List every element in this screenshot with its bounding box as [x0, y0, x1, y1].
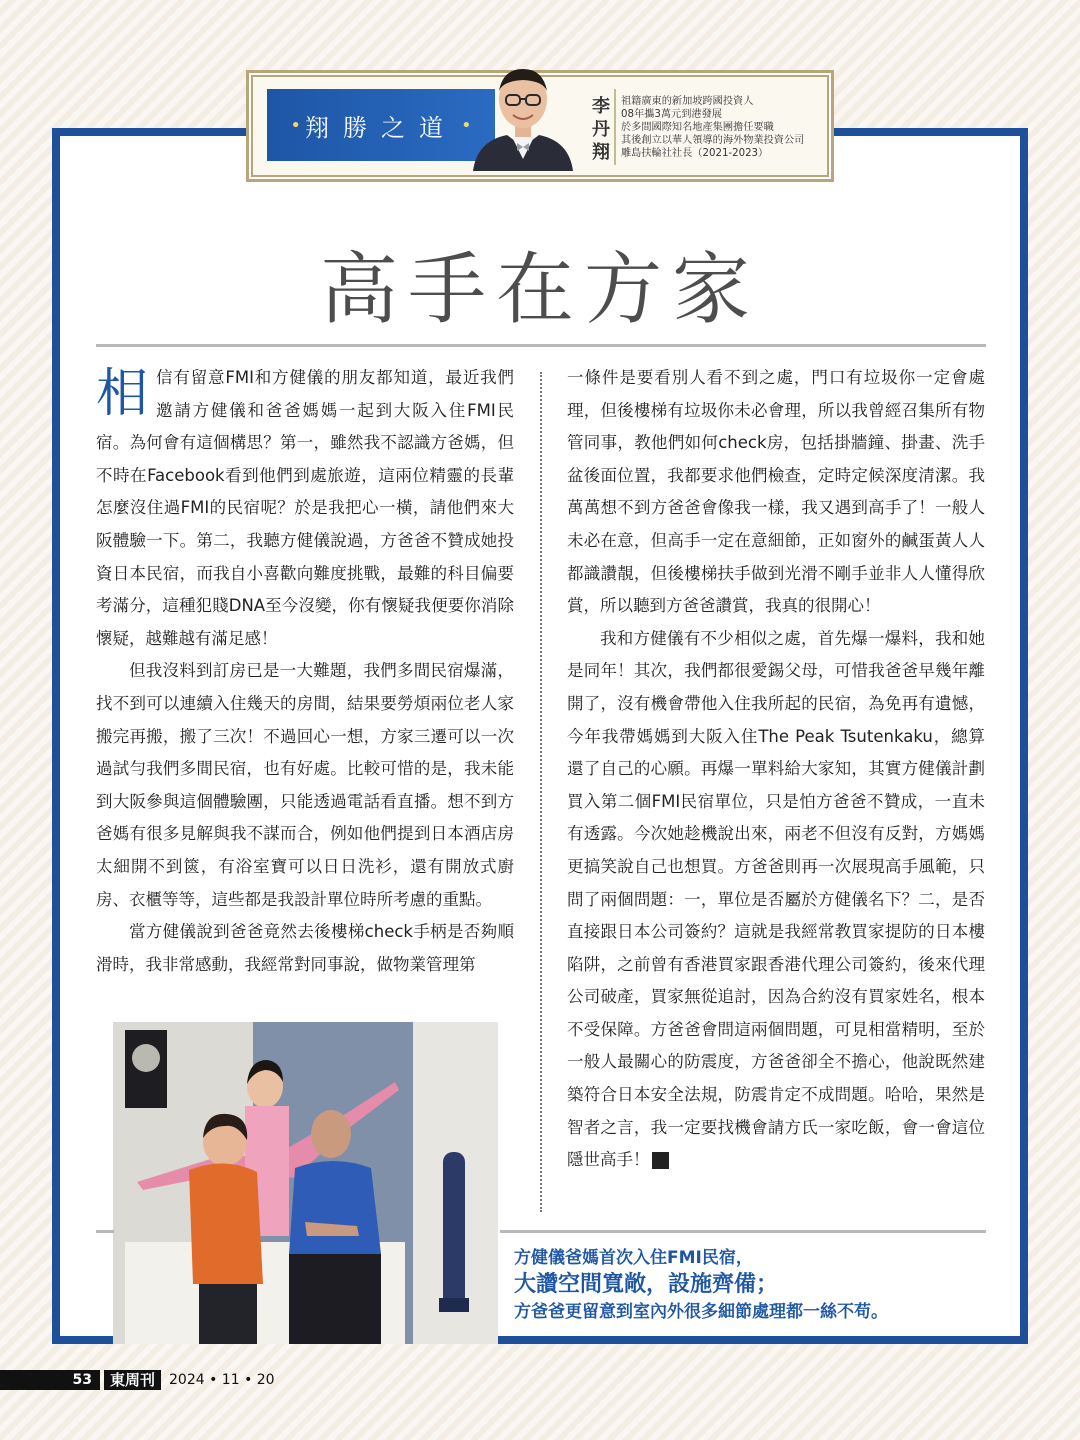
magazine-logo: 東周刊 [104, 1370, 161, 1390]
article-title: 高手在方家 [319, 245, 760, 335]
author-bio-line: 祖籍廣東的新加坡跨國投資人 [621, 96, 754, 107]
caption-divider [96, 1230, 114, 1233]
author-name: 李丹翔 [592, 96, 610, 163]
column-name: 翔勝之道 [305, 113, 457, 142]
author-bio-line: 於多間國際知名地產集團擔任要職 [621, 122, 774, 133]
author-bio-line: 其後創立以華人領導的海外物業投資公司 [621, 135, 805, 146]
caption-line: 方健儀爸媽首次入住FMI民宿， [514, 1248, 753, 1268]
article-paragraph [567, 623, 985, 1177]
author-divider [614, 89, 616, 165]
article-column-right [567, 362, 985, 1177]
author-bio-line: 08年攜3萬元到港發展 [621, 109, 722, 120]
family-photo [113, 1022, 498, 1344]
caption-divider [500, 1230, 986, 1233]
dot-icon: • [290, 114, 301, 136]
author-bio-line: 雕島扶輪社社長（2021-2023） [621, 148, 769, 159]
article-paragraph: 但我沒料到訂房已是一大難題，我們多間民宿爆滿，找不到可以連續入住幾天的房間，結果要勞煩兩位老人家搬完再搬，搬了三次！不過回心一想，方家三遷可以一次過試勻我們多間民宿，也有好處。比較可惜的是，我未能到大阪參與這個體驗團，只能透過電話看直播。想不到方爸媽有很多見解與我不謀而合，例如他們提到日本酒店房太細開不到篋，有浴室寶可以日日洗衫，還有開放式廚房、衣櫃等等，這些都是我設計單位時所考慮的重點。 [96, 661, 514, 909]
column-name-tag [267, 89, 495, 161]
issue-date: 2024 • 11 • 20 [169, 1372, 275, 1388]
caption-line: 方爸爸更留意到室內外很多細節處理都一絲不苟。 [514, 1302, 888, 1322]
column-header [246, 70, 834, 182]
paragraph-text: 我和方健儀有不少相似之處，首先爆一爆料，我和她是同年！其次，我們都很愛錫父母，可惜我爸爸早幾年離開了，沒有機會帶他入住我所起的民宿，為免再有遺憾，今年我帶媽媽到大阪入住The Peak Tsutenkaku，總算還了自己的心願。再爆一單料給大家知，其實方健儀計劃買入第二個FMI民宿單位，只是怕方爸爸不贊成，一直未有透露。今次她趁機說出來，兩老不但沒有反對，方媽媽更搞笑說自己也想買。方爸爸則再一次展現高手風範，只問了兩個問題：一，單位是否屬於方健儀名下？二，是否直接跟日本公司簽約？這就是我經常教買家提防的日本樓陷阱，之前曾有香港買家跟香港代理公司簽約，後來代理公司破產，買家無從追討，因為合約沒有買家姓名，根本不受保障。方爸爸會問這兩個問題，可見相當精明，至於一般人最關心的防震度，方爸爸卻全不擔心，他說既然建築符合日本安全法規，防震肯定不成問題。哈哈，果然是智者之言，我一定要找機會請方氏一家吃飯，會一會這位隱世高手！ [567, 628, 985, 1170]
author-bio [621, 95, 804, 160]
page-number: 53 [0, 1370, 100, 1390]
article-paragraph [96, 362, 514, 655]
column-divider [540, 372, 542, 1212]
caption-line: 大讚空間寬敞，設施齊備； [514, 1272, 779, 1297]
article-paragraph: 一條件是要看別人看不到之處，門口有垃圾你一定會處理，但後樓梯有垃圾你未必會理，所以我曾經召集所有物管同事，教他們如何check房，包括掛牆鐘、掛畫、洗手盆後面位置，我都要求他們檢查，定時定候深度清潔。我萬萬想不到方爸爸會像我一樣，我又遇到高手了！一般人未必在意，但高手一定在意細節，正如窗外的鹹蛋黃人人都識讚靚，但後樓梯扶手做到光滑不剛手並非人人懂得欣賞，所以聽到方爸爸讚賞，我真的很開心！ [567, 368, 985, 616]
article-column-left [96, 362, 514, 981]
dot-icon: • [461, 114, 472, 136]
article-paragraph: 當方健儀說到爸爸竟然去後樓梯check手柄是否夠順滑時，我非常感動，我經常對同事說，做物業管理第 [96, 922, 514, 974]
page-footer [0, 1370, 275, 1390]
end-mark-icon: 東 [652, 1152, 669, 1169]
dropcap: 相 [96, 364, 149, 424]
paragraph-text: 信有留意FMI和方健儀的朋友都知道，最近我們邀請方健儀和爸爸媽媽一起到大阪入住FMI民宿。為何會有這個構思？第一，雖然我不認識方爸媽，但不時在Facebook看到他們到處旅遊，這兩位精靈的長輩怎麼沒住過FMI的民宿呢？於是我把心一橫，請他們來大阪體驗一下。第二，我聽方健儀說過，方爸爸不贊成她投資日本民宿，而我自小喜歡向難度挑戰，最難的科目偏要考滿分，這種犯賤DNA至今沒變，你有懷疑我便要你消除懷疑，越難越有滿足感！ [96, 368, 514, 648]
photo-caption [514, 1246, 888, 1324]
title-divider [96, 344, 986, 347]
author-portrait [463, 59, 583, 171]
